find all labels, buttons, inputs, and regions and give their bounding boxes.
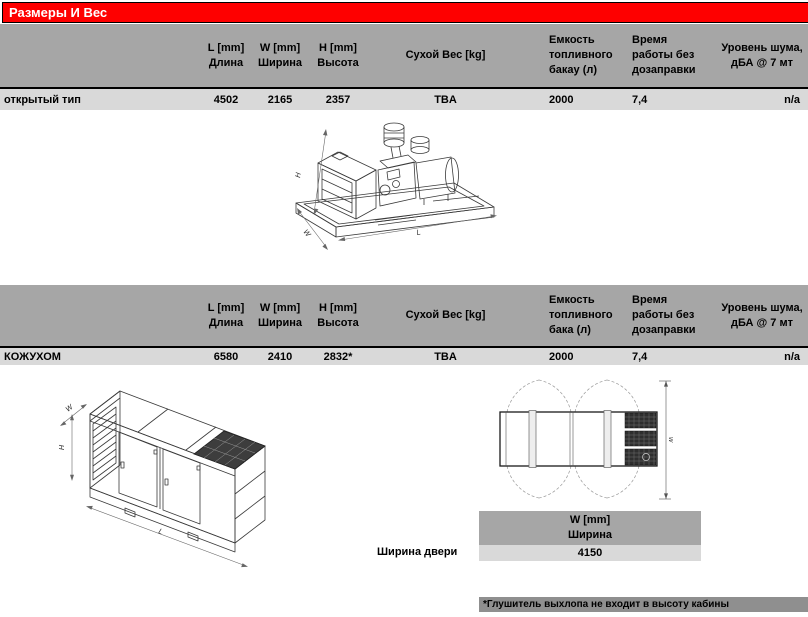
header-cell-height: H [mm] Высота (317, 41, 359, 69)
value-noise: n/a (784, 350, 800, 363)
header-cell-length: L [mm] Длина (207, 41, 245, 69)
header-cell-fuel-tank: Емкость топливного бакау (л) (549, 34, 613, 76)
dim-label-h: H (58, 444, 66, 450)
door-width-value: 4150 (479, 545, 701, 561)
header-cell-run-time: Время работы без дозаправки (632, 294, 696, 336)
header-cell-fuel-tank: Емкость топливного бака (л) (549, 294, 613, 336)
value-fuel-tank: 2000 (549, 93, 574, 106)
door-width-label: Ширина двери (377, 546, 458, 558)
dim-label-w: W (667, 437, 673, 443)
value-noise: n/a (784, 93, 800, 106)
dim-label-w: W (301, 228, 313, 239)
row-label-canopy: КОЖУХОМ (4, 350, 61, 363)
header-cell-height: H [mm] Высота (317, 301, 359, 329)
table-canopy-row (0, 346, 808, 365)
value-fuel-tank: 2000 (549, 350, 574, 363)
value-height: 2832* (323, 350, 353, 363)
value-width: 2165 (267, 93, 293, 106)
row-label-open-type: открытый тип (4, 93, 81, 106)
value-height: 2357 (325, 93, 351, 106)
header-cell-blank (0, 285, 200, 346)
dim-label-h: H (294, 171, 303, 179)
value-run-time: 7,4 (632, 350, 648, 363)
top-view-drawing (483, 374, 703, 514)
value-dry-weight: TBA (434, 93, 457, 106)
header-cell-noise: Уровень шума, дБА @ 7 мт (721, 41, 803, 69)
header-cell-noise: Уровень шума, дБА @ 7 мт (721, 301, 803, 329)
header-cell-run-time: Время работы без дозаправки (632, 34, 696, 76)
footnote: *Глушитель выхлопа не входит в высоту кабины (479, 597, 808, 612)
table-open-header (0, 24, 808, 87)
header-cell-dry-weight: Сухой Вес [kg] (405, 309, 486, 321)
open-genset-drawing (283, 106, 503, 261)
page-title: Размеры И Вес (2, 2, 808, 23)
header-cell-dry-weight: Сухой Вес [kg] (405, 49, 486, 61)
dim-label-w: W (64, 403, 75, 414)
value-width: 2410 (267, 350, 293, 363)
dim-label-l: L (416, 228, 422, 237)
header-cell-width: W [mm] Ширина (257, 301, 303, 329)
value-run-time: 7,4 (632, 93, 648, 106)
dim-label-l: L (157, 527, 164, 537)
value-dry-weight: TBA (434, 350, 457, 363)
canopy-genset-drawing (30, 376, 275, 581)
table-canopy-header (0, 285, 808, 346)
door-width-header: W [mm] Ширина (479, 511, 701, 545)
header-cell-length: L [mm] Длина (207, 301, 245, 329)
header-cell-blank (0, 24, 200, 87)
header-cell-width: W [mm] Ширина (257, 41, 303, 69)
value-length: 4502 (213, 93, 239, 106)
value-length: 6580 (213, 350, 239, 363)
